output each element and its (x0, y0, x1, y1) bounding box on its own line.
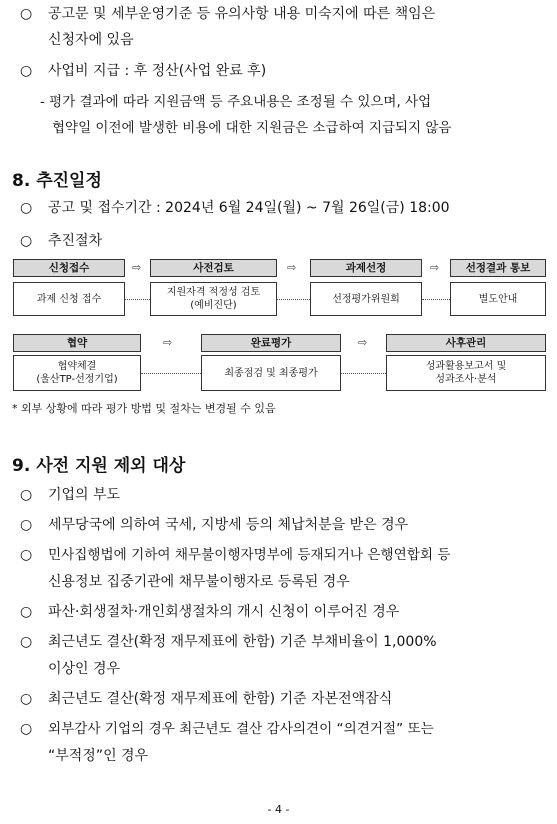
exclusion-item-cont: 이상인 경우 (48, 661, 121, 677)
responsibility-line-2: 신청자에 있음 (48, 32, 134, 48)
flow-step-body-text: 선정평가위원회 (332, 293, 400, 305)
flow-connector (341, 373, 386, 374)
schedule-period: 공고 및 접수기간 : 2024년 6월 24일(월) ~ 7월 26일(금) 18:00 (48, 200, 450, 216)
flow-step-body-text: (울산TP-선정기업) (36, 374, 118, 385)
flow-connector (125, 299, 150, 300)
payment-line: 사업비 지급 : 후 정산(사업 완료 후) (48, 63, 267, 79)
flow-step-body-text: 별도안내 (478, 293, 518, 305)
section-9-title: 9. 사전 지원 제외 대상 (12, 456, 186, 476)
flow-arrow-icon: ⇨ (132, 261, 142, 274)
bullet-marker: ○ (20, 547, 33, 563)
bullet-marker: ○ (20, 233, 33, 249)
exclusion-item: 민사집행법에 기하여 채무불이행자명부에 등재되거나 은행연합회 등 (48, 547, 451, 563)
flow-step-body (386, 355, 546, 391)
page-number: - 4 - (267, 803, 290, 816)
flow-step-body-text: 협약체결 (57, 361, 97, 372)
flow-step-body-text: (예비진단) (190, 300, 237, 311)
exclusion-item: 최근년도 결산(확정 재무제표에 한함) 기준 부채비율이 1,000% (48, 634, 437, 650)
bullet-marker: ○ (20, 200, 33, 216)
exclusion-item-cont: “부적정”인 경우 (48, 748, 149, 764)
bullet-marker: ○ (20, 517, 33, 533)
exclusion-item: 기업의 부도 (48, 487, 121, 503)
bullet-marker: ○ (20, 721, 33, 737)
flow-connector (422, 299, 450, 300)
flow-arrow-icon: ⇨ (358, 336, 368, 349)
bullet-marker: ○ (20, 63, 33, 79)
bullet-marker: ○ (20, 6, 33, 22)
flow-step-body-text: 성과활용보고서 및 (425, 361, 507, 372)
flow-step-body (201, 355, 341, 391)
flow-step-body-text: 지원자격 적정성 검토 (166, 287, 261, 298)
flow-footnote: * 외부 상황에 따라 평가 방법 및 절차는 변경될 수 있음 (12, 402, 276, 415)
bullet-marker: ○ (20, 691, 33, 707)
flow-step-body (13, 282, 125, 316)
sub-note-line-2: 협약일 이전에 발생한 비용에 대한 지원금은 소급하여 지급되지 않음 (52, 120, 452, 136)
exclusion-item: 최근년도 결산(확정 재무제표에 한함) 기준 자본전액잠식 (48, 691, 393, 707)
flow-step-body (450, 282, 546, 316)
flow-arrow-icon: ⇨ (163, 336, 173, 349)
flow-step-head: 사전검토 (150, 259, 277, 277)
flow-step-body-text: 성과조사·분석 (435, 374, 497, 385)
exclusion-item: 세무당국에 의하여 국세, 지방세 등의 체납처분을 받은 경우 (48, 517, 409, 533)
flow-step-head: 신청접수 (13, 259, 125, 277)
procedure-label: 추진절차 (48, 233, 103, 249)
flow-step-head: 완료평가 (201, 334, 341, 352)
sub-note-line-1: - 평가 결과에 따라 지원금액 등 주요내용은 조정될 수 있으며, 사업 (40, 94, 432, 110)
section-8-title: 8. 추진일정 (12, 171, 102, 191)
flow-step-head: 사후관리 (386, 334, 546, 352)
responsibility-line-1: 공고문 및 세부운영기준 등 유의사항 내용 미숙지에 따른 책임은 (48, 6, 436, 22)
flow-step-body-text: 최종점검 및 최종평가 (224, 367, 318, 379)
flow-step-head: 협약 (13, 334, 141, 352)
flow-arrow-icon: ⇨ (287, 261, 297, 274)
flow-connector (141, 373, 201, 374)
flow-step-body (310, 282, 422, 316)
flow-connector (277, 299, 310, 300)
exclusion-item: 파산·회생절차·개인회생절차의 개시 신청이 이루어진 경우 (48, 604, 400, 620)
exclusion-item-cont: 신용정보 집중기관에 채무불이행자로 등록된 경우 (48, 574, 350, 590)
exclusion-item: 외부감사 기업의 경우 최근년도 결산 감사의견이 “의견거절” 또는 (48, 721, 434, 737)
bullet-marker: ○ (20, 487, 33, 503)
flow-step-body-text: 과제 신청 접수 (36, 293, 102, 305)
bullet-marker: ○ (20, 634, 33, 650)
flow-arrow-icon: ⇨ (430, 261, 440, 274)
flow-step-head: 선정결과 통보 (450, 259, 546, 277)
flow-step-head: 과제선정 (310, 259, 422, 277)
flow-step-body (13, 355, 141, 391)
bullet-marker: ○ (20, 604, 33, 620)
flow-step-body (150, 282, 277, 316)
